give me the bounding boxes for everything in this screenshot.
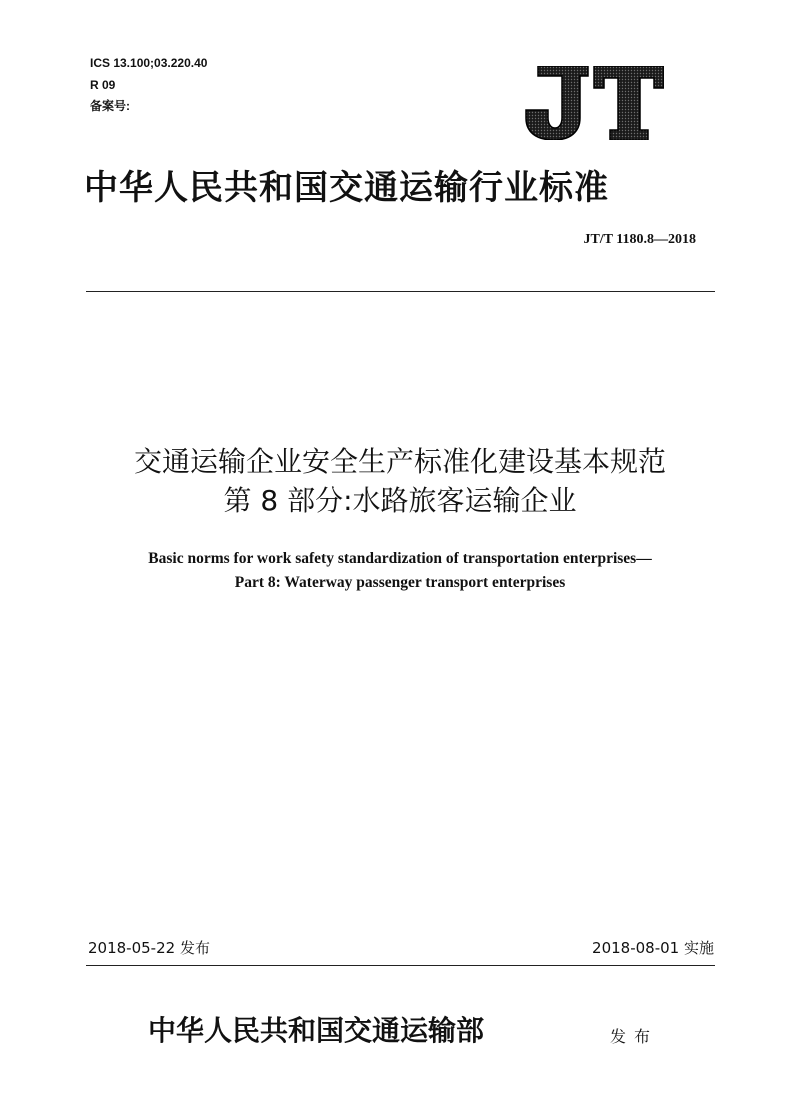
record-number: 备案号: bbox=[90, 99, 130, 113]
industry-standard-title: 中华人民共和国交通运输行业标准 bbox=[84, 168, 609, 208]
chinese-title-line-2: 第 8 部分:水路旅客运输企业 bbox=[223, 484, 577, 517]
implementation-date: 2018-08-01 实施 bbox=[592, 939, 714, 957]
footer-divider bbox=[86, 965, 715, 966]
english-title-line-2: Part 8: Waterway passenger transport enterprises bbox=[234, 574, 566, 591]
issue-date: 2018-05-22 发布 bbox=[88, 939, 210, 957]
header-divider bbox=[86, 291, 715, 292]
ccs-code: R 09 bbox=[90, 78, 116, 92]
chinese-title-line-1: 交通运输企业安全生产标准化建设基本规范 bbox=[133, 445, 666, 478]
issuing-authority: 中华人民共和国交通运输部 bbox=[148, 1014, 485, 1047]
ics-code: ICS 13.100;03.220.40 bbox=[90, 56, 208, 70]
english-title-line-1: Basic norms for work safety standardization of transportation enterprises— bbox=[148, 550, 652, 567]
issue-action: 发布 bbox=[610, 1027, 659, 1046]
jt-logo bbox=[522, 66, 664, 140]
standard-number: JT/T 1180.8—2018 bbox=[583, 232, 696, 247]
